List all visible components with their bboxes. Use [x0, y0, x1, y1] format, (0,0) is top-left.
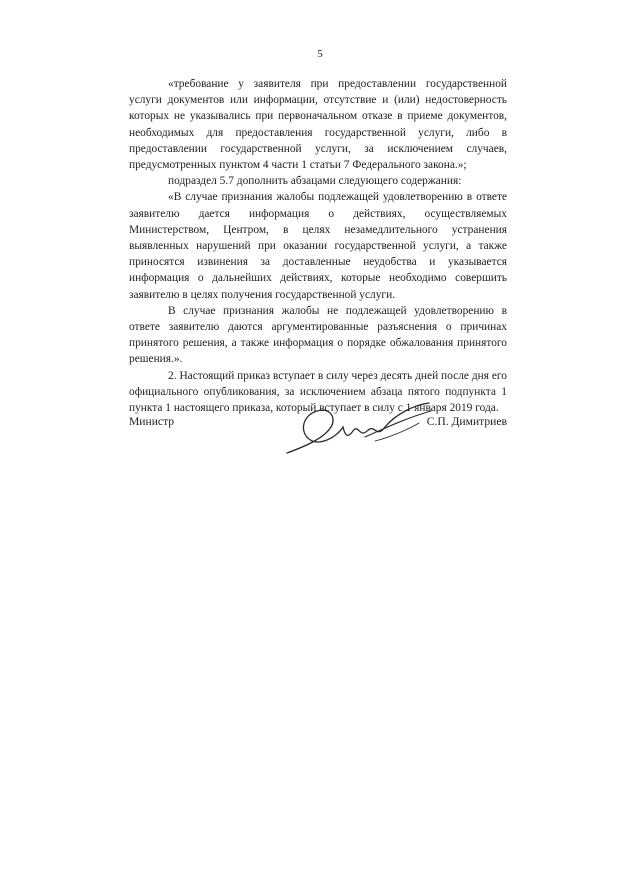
paragraph-subsection-5-7: подраздел 5.7 дополнить абзацами следующего содержания: [168, 175, 462, 188]
paragraph-complaint-satisfied: «В случае признания жалобы подлежащей удовлетворению в ответе заявителю дается информация о действиях, осуществляемых Министерством, Центром, в целях незамедлительного устранения выявленных нарушений при оказании государственной услуги, а также приносятся извинения за доставленные неудобства и указывается информация о дальнейших действиях, которые необходимо совершить заявителю в целях получения государственной услуги. [129, 191, 507, 301]
page-number: 5 [317, 48, 323, 60]
document-body [129, 76, 507, 416]
paragraph-complaint-not-satisfied: В случае признания жалобы не подлежащей удовлетворению в ответе заявителю даются аргументированные разъяснения о причинах принятого решения, а также информация о порядке обжалования принятого решения.». [129, 304, 507, 366]
handwritten-signature [279, 397, 439, 467]
signatory-name: С.П. Димитриев [426, 415, 507, 428]
paragraph-effective-date: 2. Настоящий приказ вступает в силу через десять дней после дня его официального опубликования, за исключением абзаца пятого подпункта 1 пункта 1 настоящего приказа, который вступает в силу с 1 января 2019 года. [129, 369, 507, 415]
signature-block [129, 405, 507, 465]
signatory-title: Министр [129, 415, 175, 428]
paragraph-quoted-requirement: «требование у заявителя при предоставлении государственной услуги документов или информации, отсутствие и (или) недостоверность которых не указывались при первоначальном отказе в приеме документов, необходимых для предоставления государственной услуги, либо в предоставлении государственной услуги, за исключением случаев, предусмотренных пунктом 4 части 1 статьи 7 Федерального закона.»; [129, 78, 507, 172]
